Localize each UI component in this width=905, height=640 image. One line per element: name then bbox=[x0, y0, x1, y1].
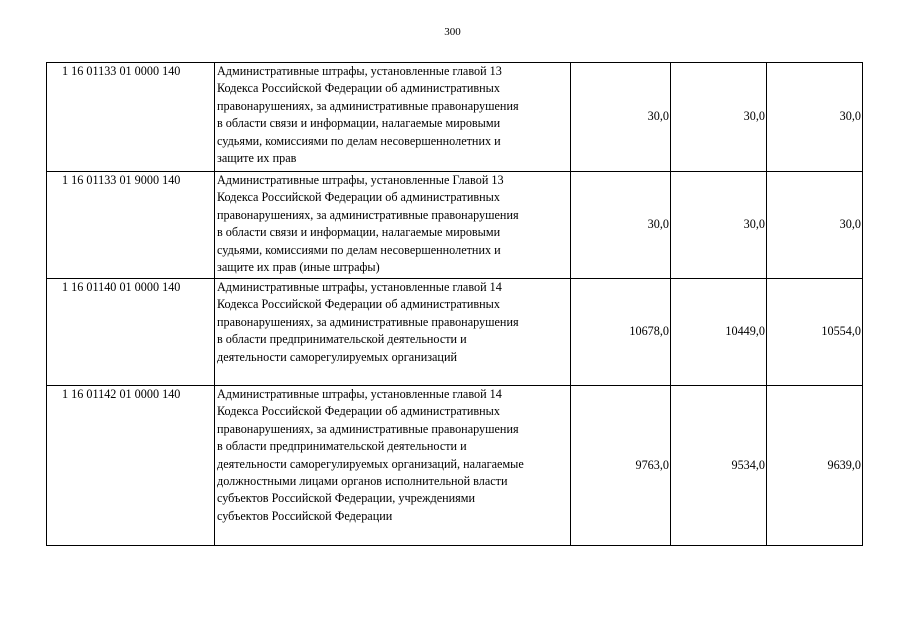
description-line: деятельности саморегулируемых организаций bbox=[217, 349, 458, 364]
budget-code: 1 16 01133 01 0000 140 bbox=[47, 63, 215, 172]
table-row bbox=[47, 63, 863, 172]
description-line: Административные штрафы, установленные главой 14 bbox=[217, 280, 502, 294]
amount-1: 9763,0 bbox=[571, 386, 671, 546]
description-line: Кодекса Российской Федерации об административных bbox=[217, 297, 500, 312]
description-line: защите их прав bbox=[217, 151, 297, 166]
amount-3: 30,0 bbox=[767, 63, 863, 172]
amount-2: 9534,0 bbox=[671, 386, 767, 546]
description-line: Административные штрафы, установленные Главой 13 bbox=[217, 173, 504, 187]
description-line: судьями, комиссиями по делам несовершеннолетних и bbox=[217, 133, 501, 148]
amount-3: 30,0 bbox=[767, 172, 863, 279]
description-line: Кодекса Российской Федерации об административных bbox=[217, 190, 500, 205]
amount-2: 10449,0 bbox=[671, 279, 767, 386]
description-line: субъектов Российской Федерации, учреждениями bbox=[217, 491, 476, 506]
description-line: правонарушениях, за административные правонарушения bbox=[217, 98, 519, 113]
description-line: субъектов Российской Федерации bbox=[217, 508, 393, 523]
description bbox=[215, 172, 571, 279]
amount-1: 30,0 bbox=[571, 172, 671, 279]
amount-3: 10554,0 bbox=[767, 279, 863, 386]
description-line: Кодекса Российской Федерации об административных bbox=[217, 81, 500, 96]
description bbox=[215, 63, 571, 172]
description-line: в области связи и информации, налагаемые мировыми bbox=[217, 116, 501, 131]
table-row bbox=[47, 172, 863, 279]
table-row bbox=[47, 279, 863, 386]
description-line: Административные штрафы, установленные главой 14 bbox=[217, 387, 502, 401]
amount-1: 30,0 bbox=[571, 63, 671, 172]
description-line: в области предпринимательской деятельности и bbox=[217, 332, 467, 347]
description-line: судьями, комиссиями по делам несовершеннолетних и bbox=[217, 242, 501, 257]
budget-code: 1 16 01140 01 0000 140 bbox=[47, 279, 215, 386]
description-line: в области связи и информации, налагаемые мировыми bbox=[217, 225, 501, 240]
description-line: правонарушениях, за административные правонарушения bbox=[217, 207, 519, 222]
amount-2: 30,0 bbox=[671, 63, 767, 172]
description bbox=[215, 279, 571, 386]
description-line: деятельности саморегулируемых организаций, налагаемые bbox=[217, 456, 524, 471]
description-line: Кодекса Российской Федерации об административных bbox=[217, 404, 500, 419]
page-number: 300 bbox=[444, 26, 461, 38]
description-line: правонарушениях, за административные правонарушения bbox=[217, 314, 519, 329]
budget-code: 1 16 01133 01 9000 140 bbox=[47, 172, 215, 279]
amount-1: 10678,0 bbox=[571, 279, 671, 386]
description bbox=[215, 386, 571, 546]
description-line: правонарушениях, за административные правонарушения bbox=[217, 421, 519, 436]
amount-2: 30,0 bbox=[671, 172, 767, 279]
budget-table bbox=[46, 62, 863, 546]
description-line: в области предпринимательской деятельности и bbox=[217, 439, 467, 454]
description-line: должностными лицами органов исполнительной власти bbox=[217, 474, 508, 489]
description-line: защите их прав (иные штрафы) bbox=[217, 260, 380, 275]
description-line: Административные штрафы, установленные главой 13 bbox=[217, 64, 502, 78]
amount-3: 9639,0 bbox=[767, 386, 863, 546]
budget-code: 1 16 01142 01 0000 140 bbox=[47, 386, 215, 546]
table-row bbox=[47, 386, 863, 546]
